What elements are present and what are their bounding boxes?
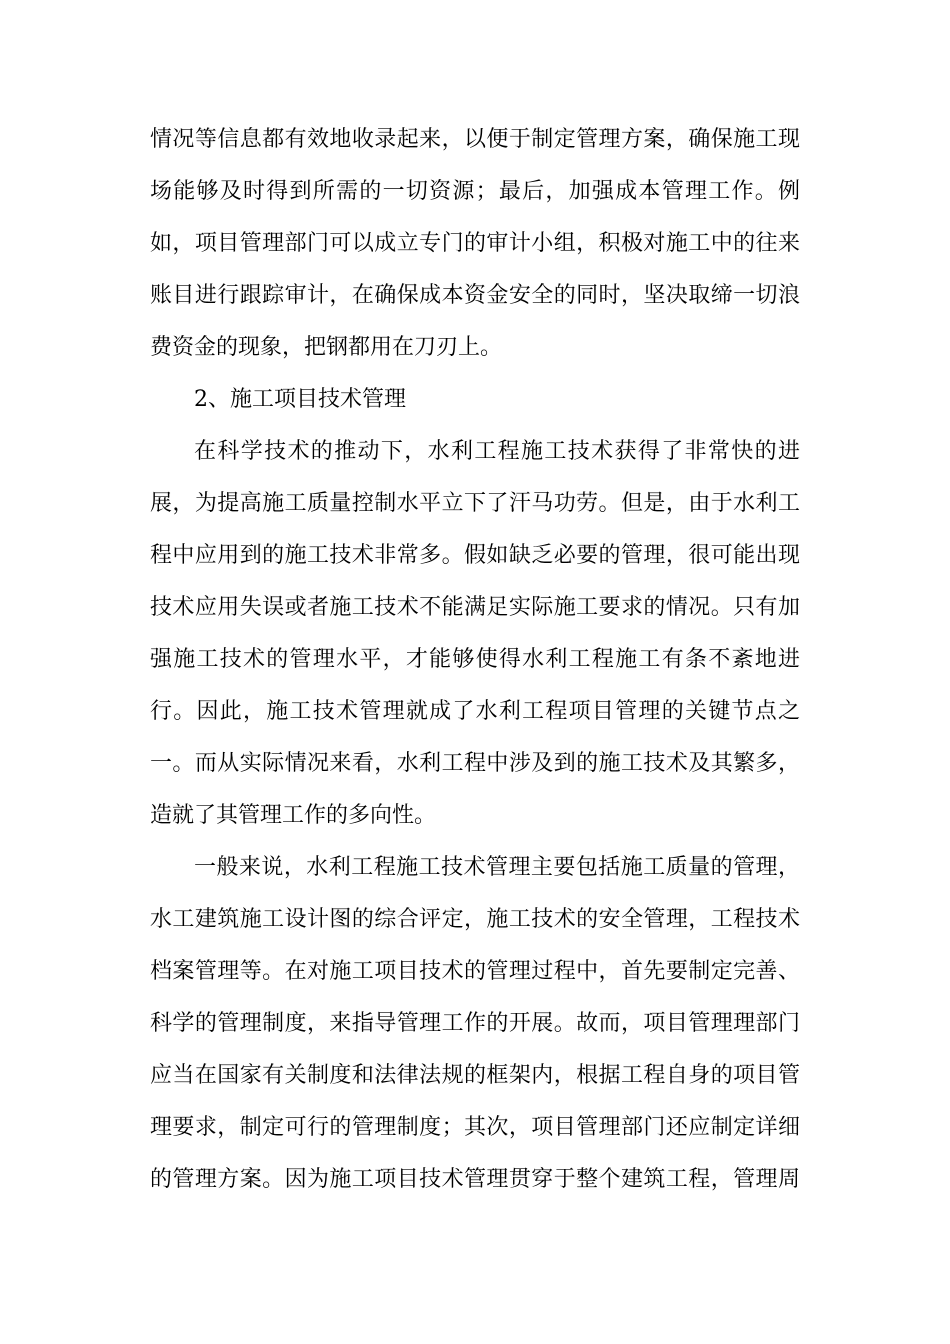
document-body	[150, 114, 800, 1206]
paragraph-line: 档案管理等。在对施工项目技术的管理过程中，首先要制定完善、	[150, 959, 800, 984]
paragraph-line: 一般来说，水利工程施工技术管理主要包括施工质量的管理，	[194, 855, 800, 880]
section-heading: 2、施工项目技术管理	[194, 387, 406, 412]
paragraph-line: 程中应用到的施工技术非常多。假如缺乏必要的管理，很可能出现	[150, 543, 800, 568]
paragraph-line: 如，项目管理部门可以成立专门的审计小组，积极对施工中的往来	[150, 231, 800, 256]
paragraph-line: 场能够及时得到所需的一切资源；最后，加强成本管理工作。例	[150, 179, 800, 204]
paragraph-line: 造就了其管理工作的多向性。	[150, 803, 437, 828]
paragraph-line: 理要求，制定可行的管理制度；其次，项目管理部门还应制定详细	[150, 1115, 800, 1140]
paragraph-line: 水工建筑施工设计图的综合评定，施工技术的安全管理，工程技术	[150, 907, 800, 932]
paragraph-line: 在科学技术的推动下，水利工程施工技术获得了非常快的进	[194, 439, 800, 464]
paragraph-line: 账目进行跟踪审计，在确保成本资金安全的同时，坚决取缔一切浪	[150, 283, 800, 308]
paragraph-line: 一。而从实际情况来看，水利工程中涉及到的施工技术及其繁多，	[150, 751, 800, 776]
paragraph-line: 情况等信息都有效地收录起来，以便于制定管理方案，确保施工现	[150, 127, 800, 152]
paragraph-line: 技术应用失误或者施工技术不能满足实际施工要求的情况。只有加	[150, 595, 800, 620]
paragraph-line: 行。因此，施工技术管理就成了水利工程项目管理的关键节点之	[150, 699, 800, 724]
paragraph-line: 的管理方案。因为施工项目技术管理贯穿于整个建筑工程，管理周	[150, 1167, 800, 1192]
paragraph-line: 应当在国家有关制度和法律法规的框架内，根据工程自身的项目管	[150, 1063, 800, 1088]
paragraph-line: 科学的管理制度，来指导管理工作的开展。故而，项目管理理部门	[150, 1011, 800, 1036]
paragraph-line: 强施工技术的管理水平，才能够使得水利工程施工有条不紊地进	[150, 647, 800, 672]
paragraph-line: 费资金的现象，把钢都用在刀刃上。	[150, 335, 503, 360]
paragraph-line: 展，为提高施工质量控制水平立下了汗马功劳。但是，由于水利工	[150, 491, 800, 516]
